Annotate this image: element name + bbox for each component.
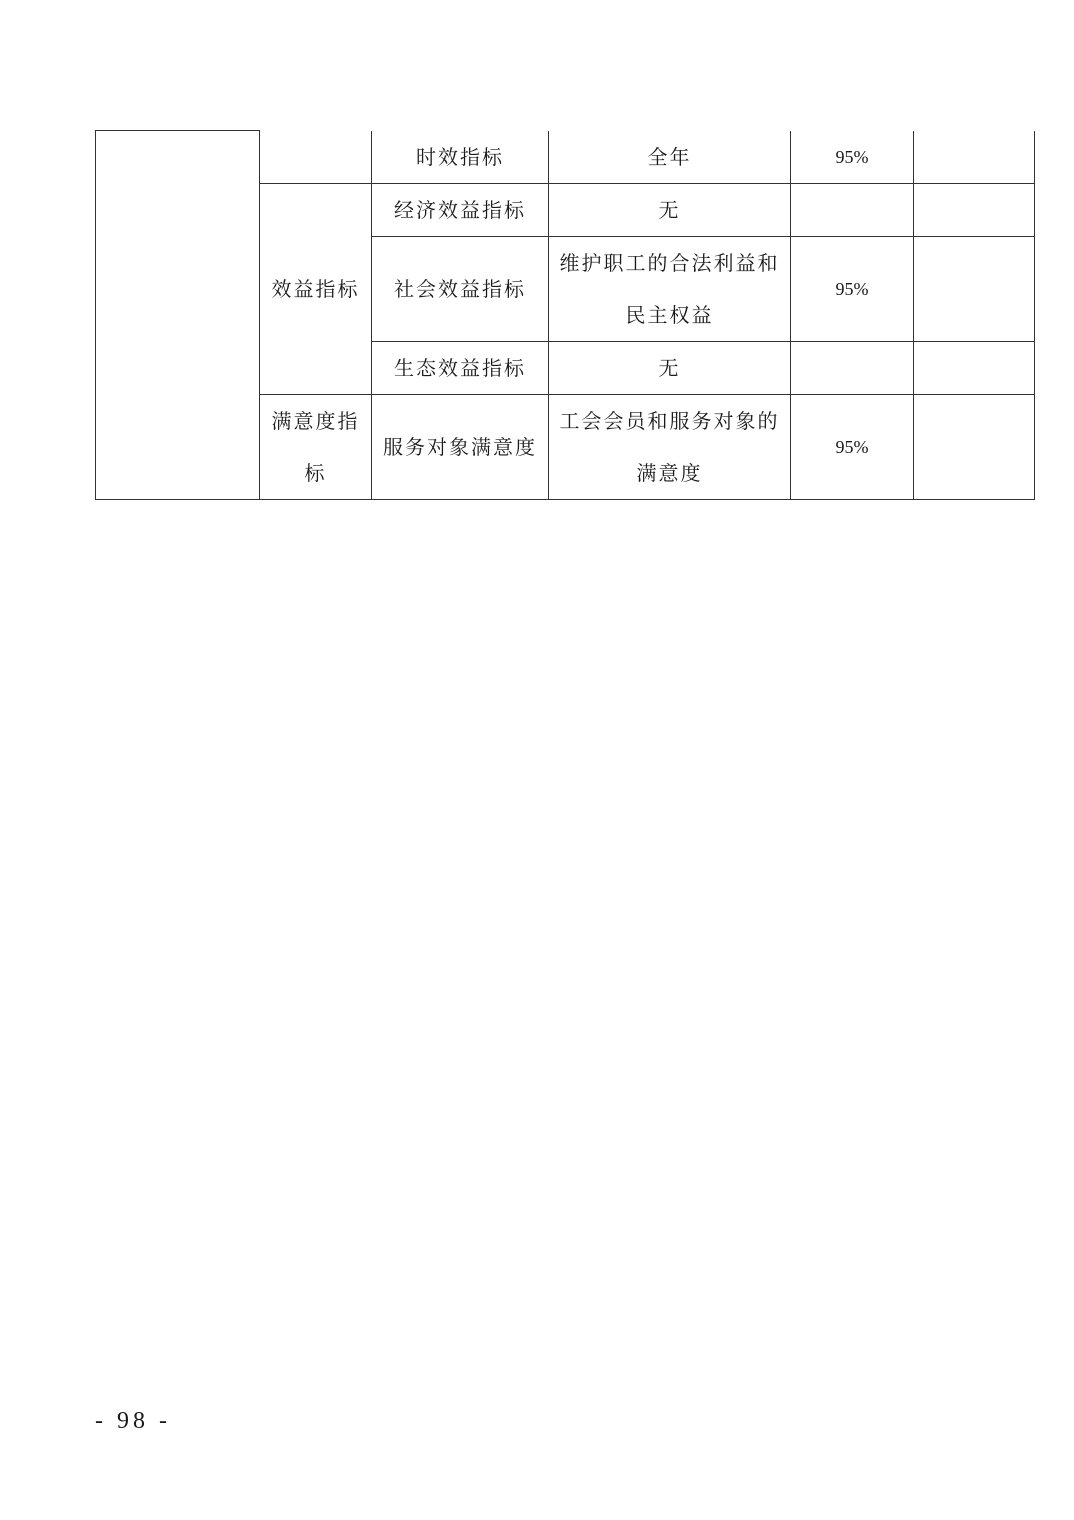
content-cell: 无 — [549, 342, 791, 395]
target-cell — [791, 184, 914, 237]
extra-cell — [914, 237, 1035, 342]
target-cell: 95% — [791, 131, 914, 184]
performance-indicator-table — [95, 130, 1035, 500]
extra-cell — [914, 184, 1035, 237]
extra-cell — [914, 131, 1035, 184]
level3-cell: 经济效益指标 — [372, 184, 549, 237]
table-row — [96, 131, 1035, 184]
target-cell: 95% — [791, 395, 914, 500]
target-cell — [791, 342, 914, 395]
level3-cell: 服务对象满意度 — [372, 395, 549, 500]
level1-cell — [96, 131, 260, 500]
extra-cell — [914, 395, 1035, 500]
target-cell: 95% — [791, 237, 914, 342]
level3-cell: 生态效益指标 — [372, 342, 549, 395]
level2-cell: 效益指标 — [260, 184, 372, 395]
level3-cell: 社会效益指标 — [372, 237, 549, 342]
content-cell: 无 — [549, 184, 791, 237]
level2-cell: 满意度指标 — [260, 395, 372, 500]
content-cell: 工会会员和服务对象的满意度 — [549, 395, 791, 500]
level2-cell — [260, 131, 372, 184]
content-cell: 全年 — [549, 131, 791, 184]
level3-cell: 时效指标 — [372, 131, 549, 184]
content-cell: 维护职工的合法利益和民主权益 — [549, 237, 791, 342]
page-number: - 98 - — [95, 1408, 171, 1434]
extra-cell — [914, 342, 1035, 395]
